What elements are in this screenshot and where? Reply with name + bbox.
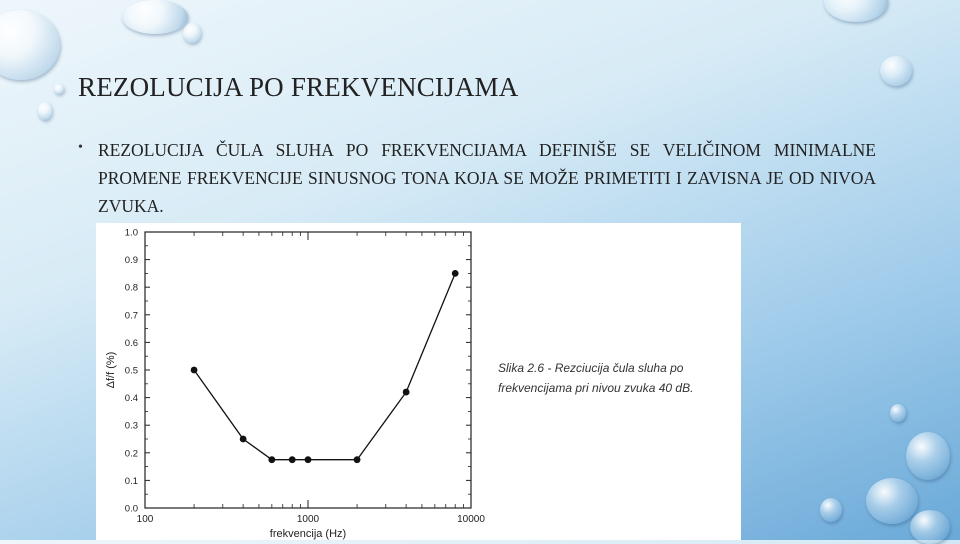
water-drop-decoration — [824, 0, 888, 22]
y-tick-label: 0.8 — [124, 282, 138, 294]
data-point — [240, 436, 247, 443]
water-drop-decoration — [910, 510, 950, 544]
bullet-marker: • — [78, 140, 83, 155]
x-tick-label: 100 — [136, 514, 154, 525]
water-drop-decoration — [38, 102, 52, 120]
chart-figure — [96, 223, 741, 540]
water-drop-decoration — [122, 0, 188, 34]
data-point — [305, 456, 312, 463]
bullet-text: REZOLUCIJA ČULA SLUHA PO FREKVENCIJAMA DEFINIŠE SE VELIČINOM MINIMALNE PROMENE FREKVENCIJE SINUSNOG TONA KOJA SE MOŽE PRIMETITI I ZAVISNA JE OD NIVOA ZVUKA. — [98, 140, 876, 216]
water-drop-decoration — [183, 23, 201, 43]
y-tick-label: 0.5 — [124, 365, 138, 377]
caption-line-2: frekvencijama pri nivou zvuka 40 dB. — [498, 381, 694, 395]
y-tick-label: 0.2 — [124, 448, 138, 460]
y-tick-label: 0.0 — [124, 503, 138, 515]
data-point — [354, 456, 361, 463]
data-point — [191, 367, 198, 374]
water-drop-decoration — [866, 478, 918, 524]
water-drop-decoration — [54, 84, 64, 94]
y-tick-label: 0.4 — [124, 393, 138, 405]
y-tick-label: 0.1 — [124, 475, 138, 487]
caption-line-1: Slika 2.6 - Rezciucija čula sluha po — [498, 361, 684, 375]
water-drop-decoration — [820, 498, 842, 522]
water-drop-decoration — [890, 404, 906, 422]
water-drop-decoration — [906, 432, 950, 480]
data-point — [268, 456, 275, 463]
x-tick-label: 10000 — [457, 514, 485, 525]
series-line — [194, 273, 455, 459]
slide-title: REZOLUCIJA PO FREKVENCIJAMA — [78, 72, 519, 102]
y-tick-label: 1.0 — [124, 227, 138, 239]
data-point — [403, 389, 410, 396]
y-tick-label: 0.9 — [124, 255, 138, 267]
data-point — [289, 456, 296, 463]
data-point — [452, 270, 459, 277]
y-tick-label: 0.7 — [124, 310, 138, 322]
water-drop-decoration — [0, 10, 60, 80]
figure-caption — [498, 358, 744, 398]
y-tick-label: 0.3 — [124, 420, 138, 432]
water-drop-decoration — [880, 56, 912, 86]
y-tick-label: 0.6 — [124, 337, 138, 349]
x-axis-label: frekvencija (Hz) — [269, 528, 347, 540]
y-axis-label: Δf/f (%) — [105, 351, 117, 389]
x-tick-label: 1000 — [296, 514, 320, 525]
